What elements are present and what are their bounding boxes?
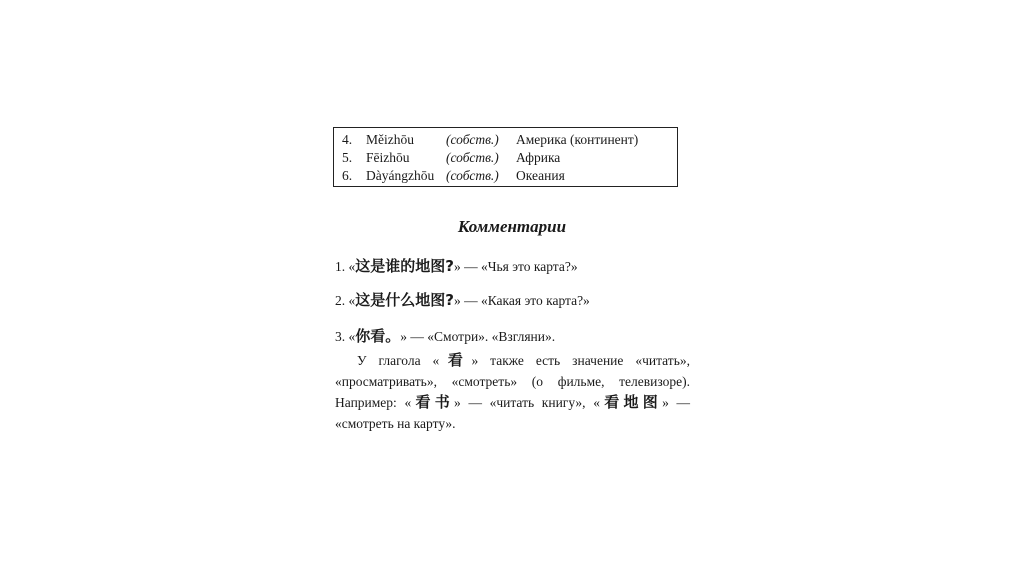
vocab-number: 5.	[342, 150, 353, 165]
comment-item	[335, 291, 590, 310]
vocab-part-of-speech: (собств.)	[446, 168, 499, 183]
explanation-part: » — «смотреть на карту».	[335, 395, 690, 431]
vocab-meaning: Америка (континент)	[516, 132, 639, 147]
comment-translation: » — «Смотри». «Взгляни».	[400, 329, 556, 344]
comment-translation: » — «Чья это карта?»	[453, 259, 578, 274]
comment-chinese: 你看。	[355, 327, 401, 345]
vocabulary-box	[333, 127, 678, 187]
explanation-chinese: 看	[439, 351, 472, 369]
comment-item	[335, 327, 555, 346]
vocab-pinyin: Dàyángzhōu	[366, 168, 435, 183]
vocab-pinyin: Měizhōu	[366, 132, 414, 147]
explanation-part: » — «читать книгу», «	[454, 395, 600, 410]
vocab-meaning: Африка	[516, 150, 561, 165]
vocab-row	[342, 167, 669, 185]
explanation-chinese: 看地图	[599, 393, 663, 411]
explanation-part: » также есть значение «читать», «просматривать», «смотреть» (о фильме, телевизоре). Например: «	[335, 353, 690, 410]
explanation-part: У глагола «	[357, 353, 440, 368]
comment-chinese: 这是谁的地图?	[355, 257, 454, 275]
explanation-chinese: 看书	[411, 393, 455, 411]
vocab-number: 6.	[342, 168, 353, 183]
vocab-row	[342, 131, 669, 149]
comment-number: 3. «	[335, 329, 356, 344]
vocab-number: 4.	[342, 132, 353, 147]
comment-number: 2. «	[335, 293, 356, 308]
section-heading	[0, 217, 1024, 237]
comment-translation: » — «Какая это карта?»	[453, 293, 590, 308]
vocab-pinyin: Fēizhōu	[366, 150, 410, 165]
section-heading-text: Комментарии	[457, 217, 567, 236]
comment-chinese: 这是什么地图?	[355, 291, 454, 309]
comment-number: 1. «	[335, 259, 356, 274]
vocab-part-of-speech: (собств.)	[446, 150, 499, 165]
explanation-text	[335, 350, 690, 434]
comment-item	[335, 257, 578, 276]
explanation-paragraph	[335, 350, 690, 434]
vocab-row	[342, 149, 669, 167]
vocab-part-of-speech: (собств.)	[446, 132, 499, 147]
vocab-meaning: Океания	[516, 168, 565, 183]
